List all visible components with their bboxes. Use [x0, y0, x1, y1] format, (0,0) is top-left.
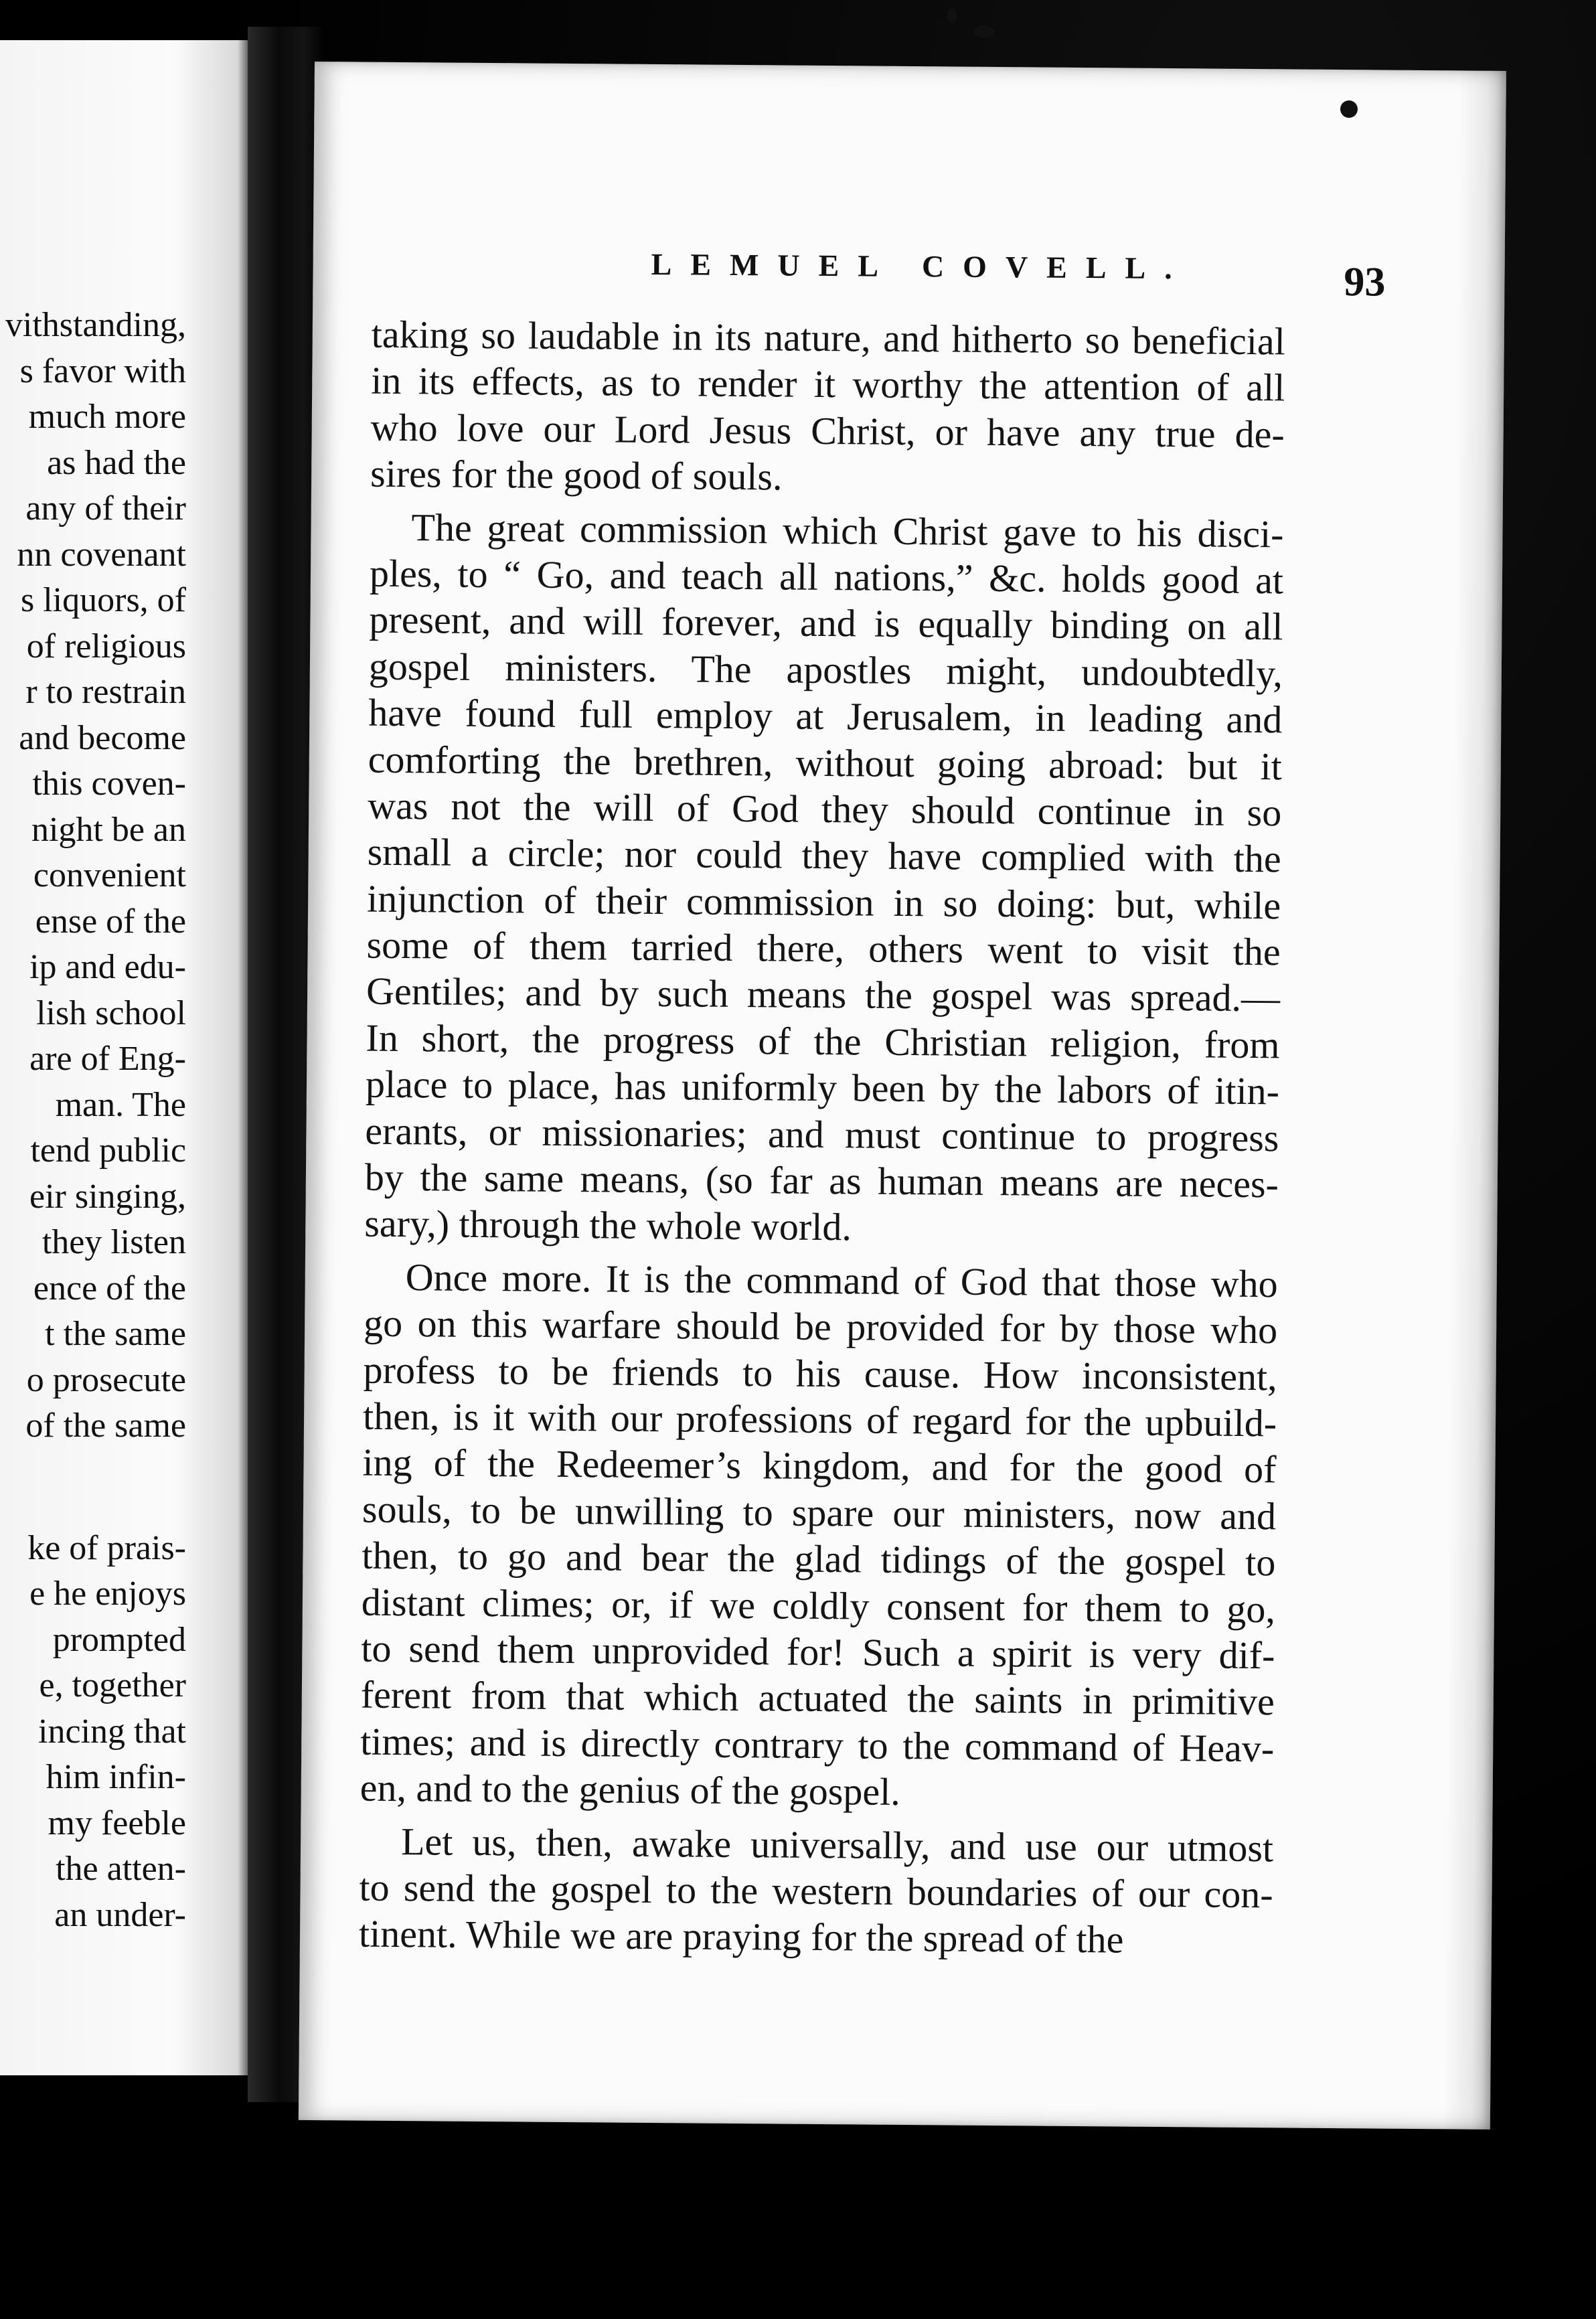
body-line: ferent from that which actuated the saints in primitive [360, 1672, 1275, 1724]
left-page-line: s liquors, of [21, 581, 186, 619]
left-page-line: they listen [42, 1223, 186, 1261]
body-line: The great commission which Christ gave to his disci- [411, 505, 1284, 556]
body-line: some of them tarried there, others went to visit the [366, 923, 1281, 974]
left-page-line: of the same [25, 1407, 186, 1445]
left-page-line: of religious [26, 627, 186, 665]
left-page-line: man. The [55, 1085, 186, 1124]
running-head: LEMUEL COVELL. [651, 246, 1191, 286]
left-page-gap [0, 1449, 186, 1526]
body-line: present, and will forever, and is equally binding on all [369, 598, 1283, 649]
left-page-line: vithstanding, [5, 306, 186, 344]
body-line: then, to go and bear the glad tidings of the gospel to [362, 1533, 1276, 1585]
body-line: then, is it with our professions of regard for the upbuild- [362, 1394, 1277, 1445]
left-page-line: an under- [54, 1895, 186, 1934]
left-page-line: as had the [47, 443, 186, 482]
left-page-line: incing that [38, 1712, 186, 1751]
left-page-line: r to restrain [25, 673, 186, 711]
left-page-line: and become [19, 718, 186, 757]
left-page-line: prompted [52, 1620, 186, 1659]
body-line: in its effects, as to render it worthy the attention of all [371, 359, 1285, 410]
left-page-line: ense of the [35, 902, 186, 941]
body-line: ing of the Redeemer’s kingdom, and for the good of [362, 1441, 1277, 1492]
body-line: small a circle; nor could they have complied with the [367, 829, 1281, 881]
left-page-text [0, 303, 186, 1938]
body-line: by the same means, (so far as human means are neces- [364, 1155, 1279, 1206]
body-line: go on this warfare should be provided for by those who [363, 1301, 1278, 1352]
left-page-line: lish school [36, 993, 186, 1032]
body-line: comforting the brethren, without going abroad: but it [368, 737, 1283, 788]
left-page-line: e, together [39, 1666, 186, 1704]
body-line: souls, to be unwilling to spare our ministers, now and [362, 1487, 1277, 1538]
left-page-line: any of their [25, 489, 186, 528]
body-line: sary,) through the whole world. [364, 1202, 852, 1249]
right-page [299, 62, 1506, 2130]
body-line: In short, the progress of the Christian religion, from [366, 1016, 1280, 1067]
body-line: sires for the good of souls. [370, 451, 783, 499]
left-page-line: s favor with [19, 351, 186, 390]
left-page-line: ip and edu- [29, 948, 186, 986]
left-page-line: o prosecute [26, 1360, 186, 1399]
left-page-line: are of Eng- [29, 1040, 186, 1078]
body-line: en, and to the genius of the gospel. [360, 1765, 900, 1814]
body-line: place to place, has uniformly been by the labors of itin- [365, 1062, 1280, 1113]
body-line: Gentiles; and by such means the gospel was spread.— [366, 969, 1281, 1020]
body-line: Let us, then, awake universally, and use our utmost [400, 1819, 1274, 1870]
left-page-line: the atten- [56, 1850, 186, 1888]
page-number: 93 [1344, 259, 1386, 305]
left-page-line: this coven- [32, 765, 186, 803]
left-page-line: eir singing, [29, 1177, 186, 1216]
body-line: taking so laudable in its nature, and hitherto so beneficial [371, 312, 1286, 364]
body-line: who love our Lord Jesus Christ, or have any true de- [370, 405, 1285, 457]
left-page-line: my feeble [48, 1804, 186, 1842]
left-page-line: convenient [33, 856, 186, 894]
left-page-line: much more [28, 398, 186, 436]
left-page-line: t the same [45, 1315, 186, 1353]
body-line: have found full employ at Jerusalem, in leading and [368, 690, 1283, 742]
page-body-text [359, 311, 1285, 1964]
left-page [0, 40, 248, 2075]
body-line: ples, to “ Go, and teach all nations,” &c. holds good at [369, 551, 1284, 603]
left-page-line: night be an [31, 810, 186, 849]
left-page-line: tend public [30, 1131, 186, 1170]
body-line: tinent. While we are praying for the spread of the [358, 1911, 1124, 1962]
body-line: to send them unprovided for! Such a spirit is very dif- [361, 1626, 1275, 1678]
body-line: distant climes; or, if we coldly consent for them to go, [361, 1580, 1276, 1631]
dust-speck [947, 8, 957, 23]
body-line: erants, or missionaries; and must continue to progress [365, 1109, 1279, 1160]
body-line: injunction of their commission in so doing: but, while [366, 876, 1281, 928]
body-line: to send the gospel to the western boundaries of our con- [359, 1865, 1273, 1917]
left-page-line: ence of the [33, 1269, 186, 1307]
body-line: Once more. It is the command of God that those who [405, 1255, 1278, 1306]
left-page-line: nn covenant [17, 535, 186, 574]
dust-speck [1340, 100, 1358, 118]
left-page-line: him infin- [46, 1758, 186, 1796]
left-page-line: ke of prais- [27, 1528, 186, 1567]
left-page-line: e he enjoys [29, 1575, 186, 1613]
body-line: was not the will of God they should continue in so [368, 783, 1282, 835]
body-line: times; and is directly contrary to the command of Heav- [360, 1719, 1275, 1771]
body-line: gospel ministers. The apostles might, undoubtedly, [368, 644, 1283, 696]
body-line: profess to be friends to his cause. How inconsistent, [363, 1348, 1277, 1398]
dust-speck [974, 25, 994, 37]
